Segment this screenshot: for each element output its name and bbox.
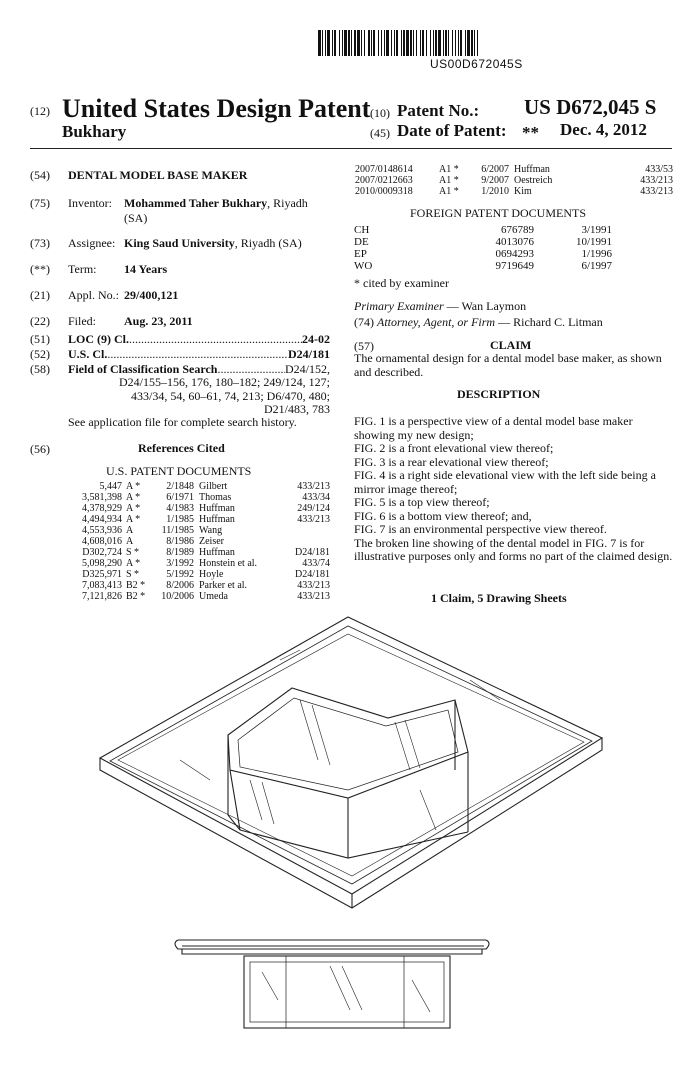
reference-num: 4,494,934 [82, 514, 122, 525]
term-label: Term: [68, 262, 97, 276]
reference-date: 1/2010 [481, 186, 509, 197]
reference-date: 8/1989 [166, 547, 194, 558]
attorney-code: (74) [354, 315, 374, 329]
foreign-num: 676789 [501, 224, 534, 236]
cavity-bottom-edge [240, 830, 468, 858]
figure-description: FIG. 1 is a perspective view of a dental model base maker showing my new design; [354, 414, 633, 442]
foreign-date: 10/1991 [575, 236, 612, 248]
reference-name: Oestreich [514, 175, 553, 186]
loc-code: (51) [30, 332, 50, 346]
attorney-label: Attorney, Agent, or Firm [377, 315, 496, 329]
patent-no-label: Patent No.: [397, 101, 480, 120]
claim-code: (57) [354, 339, 374, 353]
elevation-body-inner [250, 962, 444, 1022]
reference-date: 10/2006 [161, 591, 194, 602]
reference-cls: 433/213 [297, 481, 330, 492]
reference-name: Hoyle [199, 569, 224, 580]
date-of-patent: Dec. 4, 2012 [560, 120, 647, 139]
attorney-name: — Richard C. Litman [498, 315, 603, 329]
reference-date: 1/1985 [166, 514, 194, 525]
foreign-docs-title: FOREIGN PATENT DOCUMENTS [410, 206, 587, 220]
reference-kind: A [126, 536, 134, 547]
inventor-surname: Bukhary [62, 122, 127, 141]
reference-num: 5,447 [99, 481, 122, 492]
reference-cls: 433/213 [297, 591, 330, 602]
foreign-num: 9719649 [495, 260, 534, 272]
reference-num: D325,971 [82, 569, 122, 580]
field-label: Field of Classification Search [68, 362, 218, 376]
reference-name: Kim [514, 186, 532, 197]
reference-cls: 433/74 [302, 558, 330, 569]
date-code: (45) [370, 126, 390, 140]
see-application-note: See application file for complete search history. [68, 415, 297, 429]
date-of-patent-label: Date of Patent: [397, 121, 507, 140]
inventor-name: Mohammed Taher Bukhary [124, 196, 268, 210]
reference-num: 7,083,413 [82, 580, 122, 591]
reference-num: 4,378,929 [82, 503, 122, 514]
reference-kind: A [126, 525, 134, 536]
title-code: (54) [30, 168, 50, 182]
cavity-walls [228, 700, 468, 858]
inventor-place: , Riyadh [267, 196, 308, 210]
reference-name: Thomas [199, 492, 232, 503]
refs-code: (56) [30, 442, 50, 456]
figure-description: FIG. 7 is an environmental perspective view thereof. [354, 522, 607, 536]
figure-description: FIG. 2 is a front elevational view thereof; [354, 441, 554, 455]
reference-kind: A * [126, 558, 141, 569]
kind-code: (12) [30, 104, 50, 118]
examiner-name: — Wan Laymon [446, 299, 527, 313]
reference-cls: 249/124 [297, 503, 330, 514]
elevation-hatch [262, 966, 430, 1012]
reference-num: 7,121,826 [82, 591, 122, 602]
reference-kind: S * [126, 547, 140, 558]
drawing-sheets-note: 1 Claim, 5 Drawing Sheets [431, 591, 567, 605]
reference-kind: A * [126, 481, 141, 492]
reference-name: Umeda [199, 591, 228, 602]
reference-date: 9/2007 [481, 175, 509, 186]
reference-date: 3/1992 [166, 558, 194, 569]
uscl-label: U.S. Cl. [68, 347, 108, 361]
foreign-country: CH [354, 224, 370, 236]
flange-outer-edge [100, 617, 602, 894]
appl-code: (21) [30, 288, 50, 302]
term-code: (**) [30, 262, 50, 276]
patent-number: US D672,045 S [524, 95, 657, 119]
cited-note: * cited by examiner [354, 276, 449, 290]
appl-value: 29/400,121 [124, 288, 179, 302]
assignee-label: Assignee: [68, 236, 116, 250]
elevation-lip [182, 949, 482, 954]
figure-description: FIG. 3 is a rear elevational view thereof; [354, 454, 549, 469]
field-code: (58) [30, 362, 50, 376]
uscl-value: D24/181 [288, 347, 330, 361]
foreign-num: 0694293 [495, 248, 534, 260]
figure-description: The broken line showing of the dental model in FIG. 7 is for illustrative purposes only and forms no part of the claimed design. [354, 535, 673, 563]
patent-no-code: (10) [370, 106, 390, 120]
reference-name: Gilbert [199, 481, 228, 492]
side-elevation-drawing [175, 940, 489, 1028]
reference-cls: 433/53 [645, 164, 673, 175]
reference-date: 6/2007 [481, 164, 509, 175]
reference-date: 8/2006 [166, 580, 194, 591]
reference-num: 2010/0009318 [355, 186, 413, 197]
reference-cls: D24/181 [295, 569, 330, 580]
claim-title: CLAIM [490, 338, 532, 352]
reference-kind: A * [126, 492, 141, 503]
figure-description: FIG. 6 is a bottom view thereof; and, [354, 508, 532, 523]
reference-name: Huffman [199, 503, 235, 514]
reference-num: 4,608,016 [82, 536, 122, 547]
reference-date: 11/1985 [161, 525, 194, 536]
foreign-country: WO [354, 260, 373, 272]
field-line: D21/483, 783 [264, 402, 330, 416]
invention-title: DENTAL MODEL BASE MAKER [68, 168, 248, 182]
reference-cls: 433/213 [297, 580, 330, 591]
barcode-number: US00D672045S [430, 57, 523, 71]
reference-cls: 433/213 [640, 186, 673, 197]
reference-name: Wang [199, 525, 223, 536]
us-docs-title: U.S. PATENT DOCUMENTS [106, 464, 252, 478]
reference-kind: A1 * [439, 164, 459, 175]
foreign-date: 3/1991 [581, 224, 612, 236]
reference-date: 2/1848 [166, 481, 194, 492]
foreign-country: EP [354, 248, 367, 260]
inventor-label: Inventor: [68, 196, 112, 210]
reference-kind: A1 * [439, 175, 459, 186]
claim-text: The ornamental design for a dental model base maker, as shown and described. [354, 351, 662, 379]
loc-value: 24-02 [302, 332, 330, 346]
figure-description: FIG. 4 is a right side elevational view with the left side being a mirror image thereof; [354, 468, 656, 496]
assignee-code: (73) [30, 236, 50, 250]
figure-description: FIG. 5 is a top view thereof; [354, 495, 490, 509]
filed-code: (22) [30, 314, 50, 328]
elevation-dividers [286, 956, 404, 1028]
reference-name: Huffman [199, 514, 235, 525]
reference-num: 4,553,936 [82, 525, 122, 536]
reference-kind: B2 * [126, 591, 146, 602]
reference-num: 2007/0148614 [355, 164, 413, 175]
appl-label: Appl. No.: [68, 288, 119, 302]
reference-num: 3,581,398 [82, 492, 122, 503]
field-line: D24/155–156, 176, 180–182; 249/124, 127; [118, 375, 330, 389]
loc-label: LOC (9) Cl. [68, 332, 129, 346]
foreign-num: 4013076 [495, 236, 534, 248]
foreign-date: 1/1996 [581, 248, 612, 260]
filed-value: Aug. 23, 2011 [124, 314, 193, 328]
flange-rim [118, 634, 584, 876]
cavity-inner [238, 698, 458, 790]
reference-cls: 433/213 [297, 514, 330, 525]
foreign-country: DE [354, 236, 369, 248]
flange-thickness [100, 738, 602, 908]
assignee-name: King Saud University [124, 236, 235, 250]
patent-type-title: United States Design Patent [62, 94, 371, 123]
reference-date: 8/1986 [166, 536, 194, 547]
assignee-place: , Riyadh (SA) [234, 236, 302, 250]
reference-date: 5/1992 [166, 569, 194, 580]
reference-num: 2007/0212663 [355, 175, 413, 186]
examiner-label: Primary Examiner [354, 299, 444, 313]
reference-name: Honstein et al. [199, 558, 258, 569]
reference-cls: 433/34 [302, 492, 330, 503]
description-title: DESCRIPTION [457, 387, 541, 401]
elevation-flange [175, 940, 489, 949]
elevation-body [244, 956, 450, 1028]
reference-num: 5,098,290 [82, 558, 122, 569]
reference-kind: A * [126, 503, 141, 514]
reference-name: Parker et al. [199, 580, 248, 591]
filed-label: Filed: [68, 314, 97, 328]
field-value: D24/152, [285, 362, 330, 376]
reference-date: 6/1971 [166, 492, 194, 503]
reference-name: Huffman [514, 164, 550, 175]
term-value: 14 Years [124, 262, 168, 276]
reference-cls: D24/181 [295, 547, 330, 558]
reference-kind: B2 * [126, 580, 146, 591]
cavity-top [228, 688, 468, 798]
references-cited-title: References Cited [138, 441, 225, 455]
reference-date: 4/1983 [166, 503, 194, 514]
foreign-date: 6/1997 [581, 260, 612, 272]
inventor-country: (SA) [124, 211, 148, 225]
reference-num: D302,724 [82, 547, 122, 558]
reference-kind: S * [126, 569, 140, 580]
flange-inner-edge [110, 626, 592, 884]
field-line: 433/34, 54, 60–61, 74, 213; D6/470, 480; [130, 388, 330, 403]
reference-cls: 433/213 [640, 175, 673, 186]
date-marker: ** [522, 123, 539, 142]
inventor-code: (75) [30, 196, 50, 210]
reference-kind: A1 * [439, 186, 459, 197]
reference-kind: A * [126, 514, 141, 525]
reference-name: Zeiser [199, 536, 224, 547]
reference-name: Huffman [199, 547, 235, 558]
uscl-code: (52) [30, 347, 50, 361]
